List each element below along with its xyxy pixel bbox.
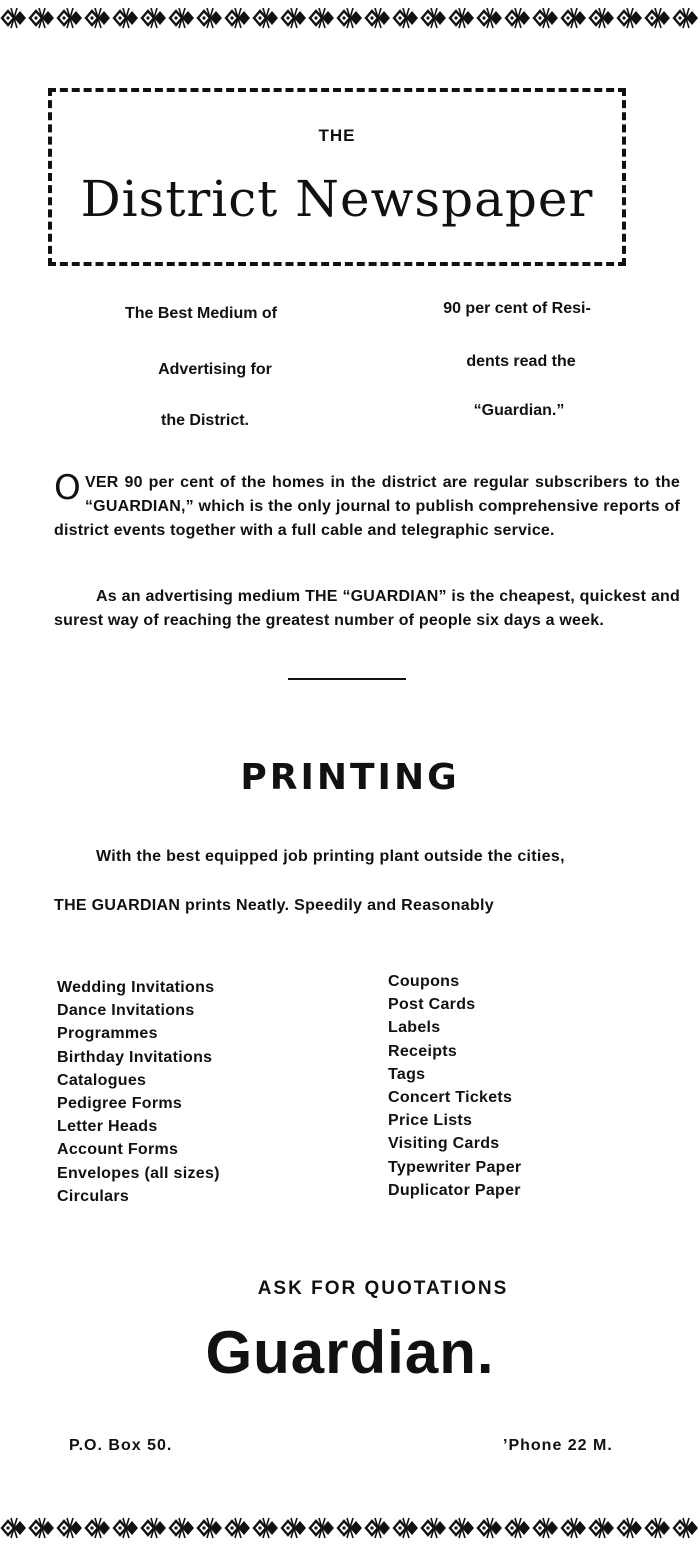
list-item: Wedding Invitations — [57, 979, 215, 996]
list-item: Birthday Invitations — [57, 1048, 213, 1066]
list-item: Letter Heads — [57, 1118, 158, 1136]
ornament-pattern-bottom — [0, 1510, 700, 1546]
paragraph-1 — [54, 468, 680, 543]
paragraph-1-text: VER 90 per cent of the homes in the district are regular subscribers to the “GUARDIAN,” which is the only journal to publish comprehensive reports of district events together with a full cable and telegraphic service. — [54, 474, 680, 539]
services-list-right — [388, 970, 521, 1202]
list-item: Post Cards — [388, 996, 476, 1014]
ask-for-quotations: ASK FOR QUOTATIONS — [257, 1278, 509, 1299]
top-ornament-border — [0, 0, 700, 36]
po-box: P.O. Box 50. — [69, 1437, 173, 1454]
left-col-line-2: Advertising for — [158, 361, 272, 378]
list-item: Circulars — [57, 1187, 130, 1205]
right-col-line-3: “Guardian.” — [473, 402, 565, 419]
ornament-pattern-top — [0, 0, 700, 36]
list-item: Dance Invitations — [57, 1002, 195, 1020]
list-item: Typewriter Paper — [388, 1158, 522, 1176]
list-item: Programmes — [57, 1025, 158, 1043]
list-item: Coupons — [388, 973, 460, 990]
right-col-line-2: dents read the — [466, 353, 576, 370]
left-col-line-3: the District. — [160, 412, 249, 429]
printing-intro-line-1: With the best equipped job printing plant outside the cities, — [96, 848, 565, 865]
masthead-the: THE — [318, 126, 356, 145]
masthead-title: District Newspaper — [80, 170, 594, 228]
right-col-line-1: 90 per cent of Resi- — [443, 300, 591, 317]
list-item: Price Lists — [388, 1112, 473, 1130]
list-item: Duplicator Paper — [388, 1181, 521, 1199]
printing-heading: PRINTING — [240, 757, 460, 798]
list-item: Pedigree Forms — [57, 1094, 183, 1112]
guardian-brand: Guardian. — [205, 1319, 495, 1386]
list-item: Receipts — [388, 1042, 458, 1060]
list-item: Account Forms — [57, 1141, 179, 1159]
printing-intro-line-2: THE GUARDIAN prints Neatly. Speedily and Reasonably — [54, 897, 494, 914]
phone-number: ’Phone 22 M. — [503, 1437, 613, 1454]
left-col-line-1: The Best Medium of — [124, 305, 277, 322]
section-divider — [288, 678, 406, 680]
list-item: Labels — [388, 1019, 441, 1037]
masthead-box — [48, 88, 626, 266]
list-item: Visiting Cards — [388, 1135, 500, 1153]
paragraph-2: As an advertising medium THE “GUARDIAN” is the cheapest, quickest and surest way of reaching the greatest number of people six days a week. — [54, 588, 680, 629]
list-item: Concert Tickets — [388, 1088, 513, 1106]
list-item: Catalogues — [57, 1071, 147, 1089]
services-list-left — [57, 976, 220, 1208]
drop-cap: O — [54, 468, 81, 508]
list-item: Envelopes (all sizes) — [57, 1164, 220, 1182]
list-item: Tags — [388, 1065, 426, 1083]
bottom-ornament-border — [0, 1510, 700, 1546]
